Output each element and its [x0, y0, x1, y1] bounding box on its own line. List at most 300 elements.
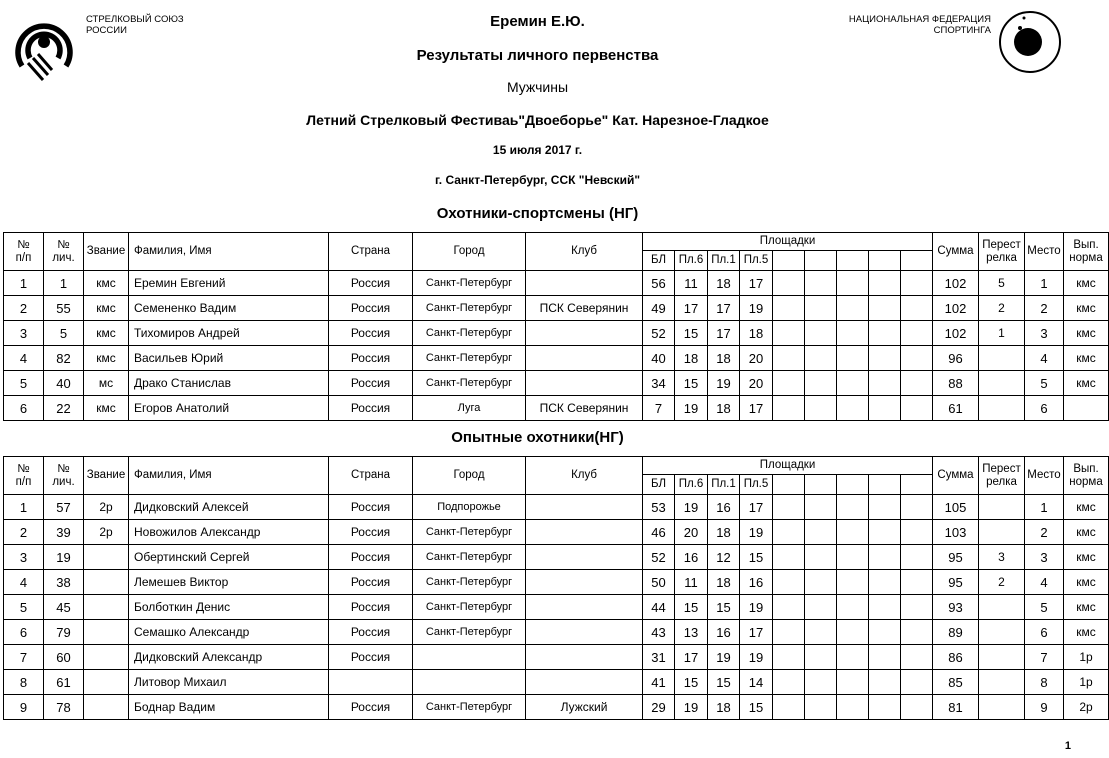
cell-pl1: 17 [708, 321, 740, 346]
cell-bl: 43 [643, 620, 675, 645]
cell-rank: кмс [84, 321, 129, 346]
cell-empty [837, 645, 869, 670]
table-header-row [4, 233, 1109, 251]
cell-empty [869, 570, 901, 595]
col-header-pl5: Пл.5 [740, 251, 773, 271]
cell-shootoff: 1 [979, 321, 1025, 346]
cell-empty [869, 296, 901, 321]
cell-shootoff: 5 [979, 271, 1025, 296]
cell-lich: 61 [44, 670, 84, 695]
cell-pp: 6 [4, 620, 44, 645]
cell-rank [84, 570, 129, 595]
col-header-pl5: Пл.5 [740, 475, 773, 495]
cell-country: Россия [329, 296, 413, 321]
cell-name: Семашко Александр [129, 620, 329, 645]
cell-bl: 29 [643, 695, 675, 720]
cell-pl6: 19 [675, 396, 708, 421]
cell-empty [869, 321, 901, 346]
cell-pp: 3 [4, 545, 44, 570]
cell-empty [773, 645, 805, 670]
table-row [4, 346, 1109, 371]
col-header-place: Место [1025, 457, 1064, 495]
cell-pl1: 15 [708, 595, 740, 620]
cell-empty [805, 545, 837, 570]
cell-bl: 44 [643, 595, 675, 620]
cell-name: Болботкин Денис [129, 595, 329, 620]
cell-empty [869, 645, 901, 670]
cell-pl1: 17 [708, 296, 740, 321]
cell-club [526, 645, 643, 670]
cell-country: Россия [329, 645, 413, 670]
cell-empty [901, 271, 933, 296]
cell-empty [869, 271, 901, 296]
cell-shootoff [979, 371, 1025, 396]
col-header-norm: Вып. норма [1064, 233, 1109, 271]
cell-pl5: 20 [740, 371, 773, 396]
cell-bl: 53 [643, 495, 675, 520]
cell-pl5: 19 [740, 595, 773, 620]
cell-shootoff [979, 346, 1025, 371]
cell-place: 4 [1025, 346, 1064, 371]
cell-bl: 49 [643, 296, 675, 321]
cell-norm: 2р [1064, 695, 1109, 720]
cell-empty [901, 321, 933, 346]
org-left-name: СТРЕЛКОВЫЙ СОЮЗ РОССИИ [86, 14, 184, 36]
cell-norm: кмс [1064, 595, 1109, 620]
col-header-empty [901, 251, 933, 271]
col-header-club: Клуб [526, 233, 643, 271]
cell-empty [837, 620, 869, 645]
cell-rank: мс [84, 371, 129, 396]
cell-bl: 46 [643, 520, 675, 545]
cell-pp: 3 [4, 321, 44, 346]
cell-lich: 22 [44, 396, 84, 421]
org-right-name: НАЦИОНАЛЬНАЯ ФЕДЕРАЦИЯ СПОРТИНГА [848, 14, 991, 36]
cell-sum: 102 [933, 271, 979, 296]
cell-bl: 31 [643, 645, 675, 670]
event-date: 15 июля 2017 г. [492, 143, 583, 157]
cell-empty [773, 620, 805, 645]
cell-rank [84, 620, 129, 645]
cell-sum: 89 [933, 620, 979, 645]
cell-name: Тихомиров Андрей [129, 321, 329, 346]
cell-rank [84, 645, 129, 670]
cell-empty [837, 296, 869, 321]
cell-pl6: 11 [675, 271, 708, 296]
cell-country: Россия [329, 595, 413, 620]
cell-name: Дидковский Александр [129, 645, 329, 670]
cell-norm: кмс [1064, 545, 1109, 570]
page-number: 1 [1064, 740, 1071, 752]
cell-city: Санкт-Петербург [413, 570, 526, 595]
cell-empty [869, 620, 901, 645]
cell-pl5: 14 [740, 670, 773, 695]
cell-pp: 9 [4, 695, 44, 720]
cell-club: Лужский [526, 695, 643, 720]
cell-club [526, 346, 643, 371]
cell-name: Литовор Михаил [129, 670, 329, 695]
table-row [4, 396, 1109, 421]
cell-pp: 4 [4, 346, 44, 371]
cell-name: Еремин Евгений [129, 271, 329, 296]
cell-place: 3 [1025, 545, 1064, 570]
cell-empty [805, 620, 837, 645]
cell-empty [901, 620, 933, 645]
cell-norm: 1р [1064, 670, 1109, 695]
cell-empty [805, 520, 837, 545]
cell-empty [805, 296, 837, 321]
col-header-pl6: Пл.6 [675, 251, 708, 271]
cell-empty [773, 570, 805, 595]
cell-country: Россия [329, 520, 413, 545]
cell-empty [869, 346, 901, 371]
cell-shootoff: 3 [979, 545, 1025, 570]
col-header-lich: № лич. [44, 457, 84, 495]
cell-rank [84, 595, 129, 620]
col-header-rank: Звание [84, 457, 129, 495]
col-header-shootoff: Перест релка [979, 457, 1025, 495]
cell-sum: 61 [933, 396, 979, 421]
cell-pl6: 19 [675, 495, 708, 520]
cell-city: Санкт-Петербург [413, 271, 526, 296]
cell-empty [805, 495, 837, 520]
col-header-empty [869, 475, 901, 495]
cell-name: Новожилов Александр [129, 520, 329, 545]
cell-empty [805, 645, 837, 670]
cell-empty [837, 321, 869, 346]
cell-shootoff [979, 520, 1025, 545]
cell-pl1: 18 [708, 396, 740, 421]
cell-bl: 40 [643, 346, 675, 371]
col-header-sum: Сумма [933, 457, 979, 495]
cell-empty [869, 371, 901, 396]
cell-club [526, 371, 643, 396]
cell-rank: кмс [84, 271, 129, 296]
table-row [4, 271, 1109, 296]
cell-empty [901, 520, 933, 545]
cell-sum: 81 [933, 695, 979, 720]
cell-name: Васильев Юрий [129, 346, 329, 371]
cell-place: 3 [1025, 321, 1064, 346]
col-header-name: Фамилия, Имя [129, 233, 329, 271]
cell-place: 6 [1025, 620, 1064, 645]
cell-empty [901, 570, 933, 595]
col-header-empty [901, 475, 933, 495]
cell-sum: 95 [933, 570, 979, 595]
cell-sum: 102 [933, 321, 979, 346]
cell-shootoff: 2 [979, 296, 1025, 321]
col-header-name: Фамилия, Имя [129, 457, 329, 495]
cell-country: Россия [329, 495, 413, 520]
cell-pl6: 11 [675, 570, 708, 595]
table-row [4, 645, 1109, 670]
cell-city: Санкт-Петербург [413, 545, 526, 570]
cell-pp: 8 [4, 670, 44, 695]
cell-empty [901, 346, 933, 371]
cell-empty [773, 396, 805, 421]
cell-rank: 2р [84, 495, 129, 520]
cell-empty [837, 396, 869, 421]
cell-lich: 60 [44, 645, 84, 670]
cell-bl: 52 [643, 321, 675, 346]
cell-place: 4 [1025, 570, 1064, 595]
cell-norm [1064, 396, 1109, 421]
cell-shootoff [979, 695, 1025, 720]
col-header-city: Город [413, 457, 526, 495]
results-table-experienced-hunters [3, 456, 1109, 720]
cell-club [526, 545, 643, 570]
col-header-place: Место [1025, 233, 1064, 271]
cell-city: Санкт-Петербург [413, 371, 526, 396]
cell-empty [837, 670, 869, 695]
cell-shootoff [979, 396, 1025, 421]
col-header-empty [773, 475, 805, 495]
cell-country: Россия [329, 321, 413, 346]
cell-pl5: 15 [740, 545, 773, 570]
cell-place: 2 [1025, 520, 1064, 545]
cell-empty [837, 595, 869, 620]
cell-empty [773, 595, 805, 620]
table-row [4, 296, 1109, 321]
cell-rank: кмс [84, 396, 129, 421]
cell-pl1: 16 [708, 495, 740, 520]
col-header-lich: № лич. [44, 233, 84, 271]
cell-club [526, 670, 643, 695]
cell-city: Санкт-Петербург [413, 296, 526, 321]
cell-city: Санкт-Петербург [413, 346, 526, 371]
cell-empty [837, 346, 869, 371]
col-header-empty [837, 251, 869, 271]
cell-empty [869, 545, 901, 570]
cell-norm: 1р [1064, 645, 1109, 670]
results-table-hunters-sportsmen [3, 232, 1109, 421]
cell-pl6: 15 [675, 595, 708, 620]
col-header-pp: № п/п [4, 457, 44, 495]
col-header-empty [837, 475, 869, 495]
section-title: Опытные охотники(НГ) [451, 429, 624, 446]
col-header-shootoff: Перест релка [979, 233, 1025, 271]
col-header-country: Страна [329, 457, 413, 495]
col-header-country: Страна [329, 233, 413, 271]
cell-club [526, 620, 643, 645]
cell-empty [837, 545, 869, 570]
col-header-pl1: Пл.1 [708, 475, 740, 495]
cell-pl5: 16 [740, 570, 773, 595]
cell-pl5: 20 [740, 346, 773, 371]
cell-name: Семененко Вадим [129, 296, 329, 321]
cell-bl: 41 [643, 670, 675, 695]
col-header-bl: БЛ [643, 251, 675, 271]
cell-norm: кмс [1064, 371, 1109, 396]
col-header-pl6: Пл.6 [675, 475, 708, 495]
col-header-bl: БЛ [643, 475, 675, 495]
cell-pp: 7 [4, 645, 44, 670]
cell-bl: 50 [643, 570, 675, 595]
cell-shootoff: 2 [979, 570, 1025, 595]
col-header-pp: № п/п [4, 233, 44, 271]
cell-city: Санкт-Петербург [413, 595, 526, 620]
cell-pl6: 17 [675, 296, 708, 321]
cell-empty [773, 296, 805, 321]
cell-club [526, 495, 643, 520]
cell-pp: 6 [4, 396, 44, 421]
cell-city: Луга [413, 396, 526, 421]
cell-empty [773, 346, 805, 371]
cell-pl1: 19 [708, 371, 740, 396]
table-row [4, 670, 1109, 695]
cell-country [329, 670, 413, 695]
cell-empty [869, 595, 901, 620]
cell-norm: кмс [1064, 570, 1109, 595]
cell-club [526, 520, 643, 545]
cell-city: Санкт-Петербург [413, 520, 526, 545]
col-header-club: Клуб [526, 457, 643, 495]
cell-shootoff [979, 645, 1025, 670]
cell-rank [84, 670, 129, 695]
cell-empty [901, 495, 933, 520]
cell-shootoff [979, 670, 1025, 695]
cell-empty [805, 670, 837, 695]
cell-pl6: 20 [675, 520, 708, 545]
cell-empty [773, 321, 805, 346]
cell-sum: 95 [933, 545, 979, 570]
cell-lich: 82 [44, 346, 84, 371]
cell-club: ПСК Северянин [526, 296, 643, 321]
cell-pl5: 18 [740, 321, 773, 346]
cell-empty [869, 495, 901, 520]
cell-bl: 7 [643, 396, 675, 421]
cell-name: Драко Станислав [129, 371, 329, 396]
cell-country: Россия [329, 570, 413, 595]
cell-pl1: 18 [708, 520, 740, 545]
col-header-empty [869, 251, 901, 271]
cell-name: Дидковский Алексей [129, 495, 329, 520]
cell-country: Россия [329, 371, 413, 396]
gender-category: Мужчины [506, 79, 569, 95]
cell-place: 8 [1025, 670, 1064, 695]
cell-lich: 79 [44, 620, 84, 645]
cell-empty [805, 271, 837, 296]
col-header-empty [805, 475, 837, 495]
cell-empty [837, 695, 869, 720]
cell-empty [901, 670, 933, 695]
cell-pl1: 18 [708, 271, 740, 296]
cell-norm: кмс [1064, 620, 1109, 645]
cell-pl5: 19 [740, 645, 773, 670]
cell-pp: 1 [4, 495, 44, 520]
cell-pl6: 19 [675, 695, 708, 720]
cell-empty [901, 545, 933, 570]
table-row [4, 520, 1109, 545]
col-header-ranges: Площадки [643, 233, 933, 251]
cell-empty [805, 371, 837, 396]
cell-pl5: 19 [740, 296, 773, 321]
cell-sum: 103 [933, 520, 979, 545]
cell-rank [84, 695, 129, 720]
cell-empty [837, 495, 869, 520]
cell-pl6: 17 [675, 645, 708, 670]
cell-lich: 40 [44, 371, 84, 396]
cell-empty [805, 570, 837, 595]
cell-rank: кмс [84, 296, 129, 321]
cell-norm: кмс [1064, 321, 1109, 346]
cell-empty [837, 271, 869, 296]
cell-pl6: 16 [675, 545, 708, 570]
cell-city: Подпорожье [413, 495, 526, 520]
cell-lich: 78 [44, 695, 84, 720]
cell-place: 6 [1025, 396, 1064, 421]
cell-country: Россия [329, 695, 413, 720]
cell-empty [869, 670, 901, 695]
cell-city [413, 645, 526, 670]
cell-empty [869, 695, 901, 720]
cell-empty [773, 371, 805, 396]
cell-lich: 55 [44, 296, 84, 321]
cell-country: Россия [329, 620, 413, 645]
cell-pl1: 18 [708, 346, 740, 371]
cell-city: Санкт-Петербург [413, 321, 526, 346]
cell-pp: 2 [4, 520, 44, 545]
cell-club [526, 595, 643, 620]
cell-empty [805, 396, 837, 421]
cell-pl6: 18 [675, 346, 708, 371]
document-title: Результаты личного первенства [416, 47, 659, 64]
table-row [4, 371, 1109, 396]
cell-place: 7 [1025, 645, 1064, 670]
cell-sum: 96 [933, 346, 979, 371]
cell-pl6: 13 [675, 620, 708, 645]
cell-pl6: 15 [675, 371, 708, 396]
cell-place: 5 [1025, 371, 1064, 396]
cell-place: 1 [1025, 271, 1064, 296]
cell-club [526, 321, 643, 346]
col-header-norm: Вып. норма [1064, 457, 1109, 495]
cell-pl1: 16 [708, 620, 740, 645]
cell-pp: 1 [4, 271, 44, 296]
cell-empty [805, 595, 837, 620]
cell-name: Боднар Вадим [129, 695, 329, 720]
cell-city [413, 670, 526, 695]
cell-pp: 5 [4, 595, 44, 620]
cell-empty [901, 595, 933, 620]
cell-empty [837, 371, 869, 396]
cell-norm: кмс [1064, 271, 1109, 296]
cell-pl6: 15 [675, 321, 708, 346]
table-row [4, 570, 1109, 595]
cell-pp: 2 [4, 296, 44, 321]
cell-lich: 38 [44, 570, 84, 595]
cell-lich: 45 [44, 595, 84, 620]
cell-empty [773, 495, 805, 520]
cell-country: Россия [329, 545, 413, 570]
cell-shootoff [979, 495, 1025, 520]
cell-empty [837, 520, 869, 545]
cell-pp: 5 [4, 371, 44, 396]
cell-place: 2 [1025, 296, 1064, 321]
cell-pl5: 17 [740, 271, 773, 296]
cell-empty [805, 321, 837, 346]
cell-pl1: 12 [708, 545, 740, 570]
cell-rank: кмс [84, 346, 129, 371]
cell-club [526, 271, 643, 296]
cell-empty [805, 346, 837, 371]
cell-empty [901, 371, 933, 396]
cell-pl5: 15 [740, 695, 773, 720]
cell-empty [901, 396, 933, 421]
cell-city: Санкт-Петербург [413, 620, 526, 645]
cell-bl: 56 [643, 271, 675, 296]
event-place: г. Санкт-Петербург, ССК "Невский" [434, 173, 641, 187]
